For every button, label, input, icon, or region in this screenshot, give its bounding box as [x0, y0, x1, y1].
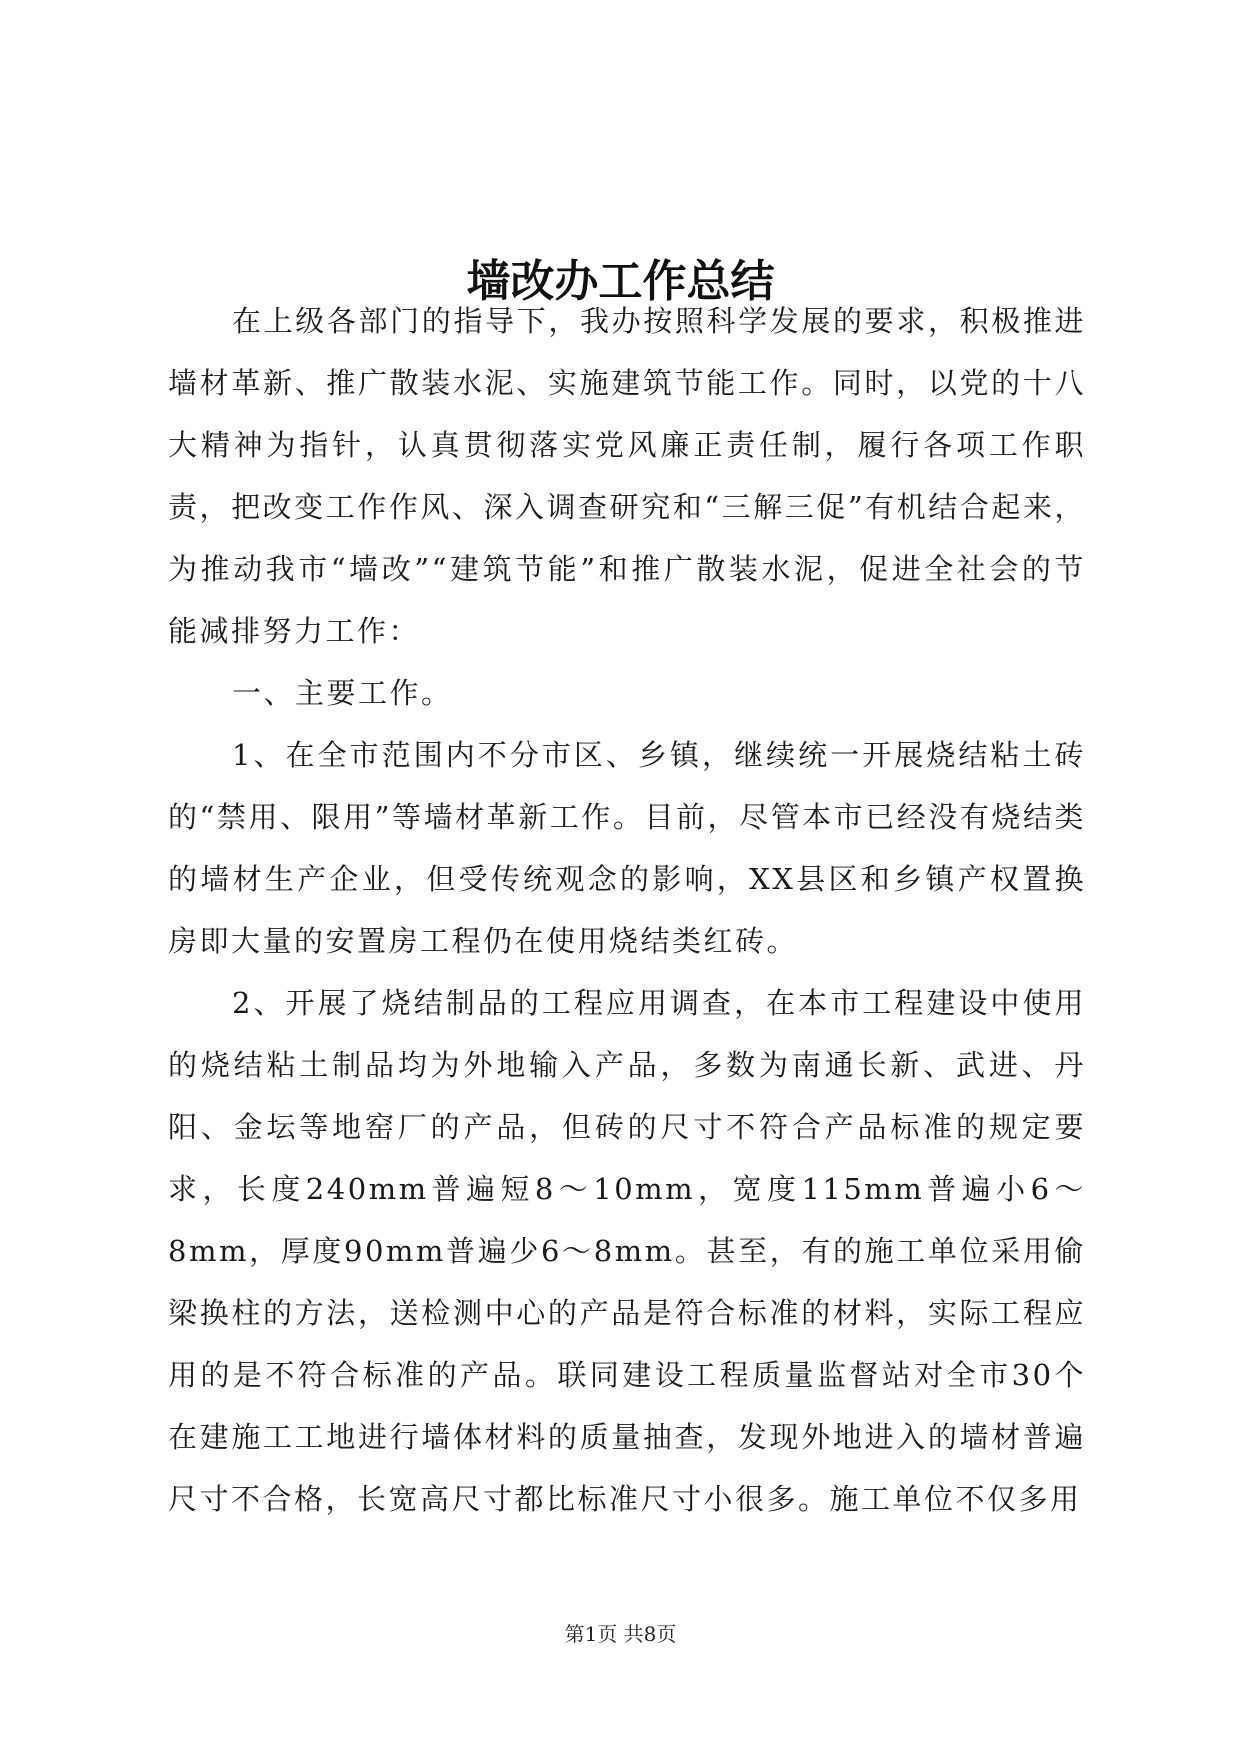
document-title: 墙改办工作总结 — [466, 256, 775, 308]
paragraph-item-1: 1、在全市范围内不分市区、乡镇，继续统一开展烧结粘土砖的“禁用、限用”等墙材革新工作。目前，尽管本市已经没有烧结类的墙材生产企业，但受传统观念的影响，XX县区和乡镇产权置换房即大量的安置房工程仍在使用烧结类红砖。 — [168, 738, 1086, 958]
paragraph-intro: 在上级各部门的指导下，我办按照科学发展的要求，积极推进墙材革新、推广散装水泥、实施建筑节能工作。同时，以党的十八大精神为指针，认真贯彻落实党风廉正责任制，履行各项工作职责，把改变工作作风、深入调查研究和“三解三促”有机结合起来，为推动我市“墙改”“建筑节能”和推广散装水泥，促进全社会的节能减排努力工作： — [168, 304, 1086, 648]
paragraph-section-heading: 一、主要工作。 — [232, 676, 453, 710]
paragraph-item-2: 2、开展了烧结制品的工程应用调查，在本市工程建设中使用的烧结粘土制品均为外地输入产品，多数为南通长新、武进、丹阳、金坛等地窑厂的产品，但砖的尺寸不符合产品标准的规定要求，长度240mm普遍短8～10mm，宽度115mm普遍小6～8mm，厚度90mm普遍少6～8mm。甚至，有的施工单位采用偷梁换柱的方法，送检测中心的产品是符合标准的材料，实际工程应用的是不符合标准的产品。联同建设工程质量监督站对全市30个在建施工工地进行墙体材料的质量抽查，发现外地进入的墙材普遍尺寸不合格，长宽高尺寸都比标准尺寸小很多。施工单位不仅多用 — [168, 986, 1086, 1516]
document-body — [168, 290, 1086, 1530]
page-footer: 第1页 共8页 — [564, 1622, 677, 1646]
